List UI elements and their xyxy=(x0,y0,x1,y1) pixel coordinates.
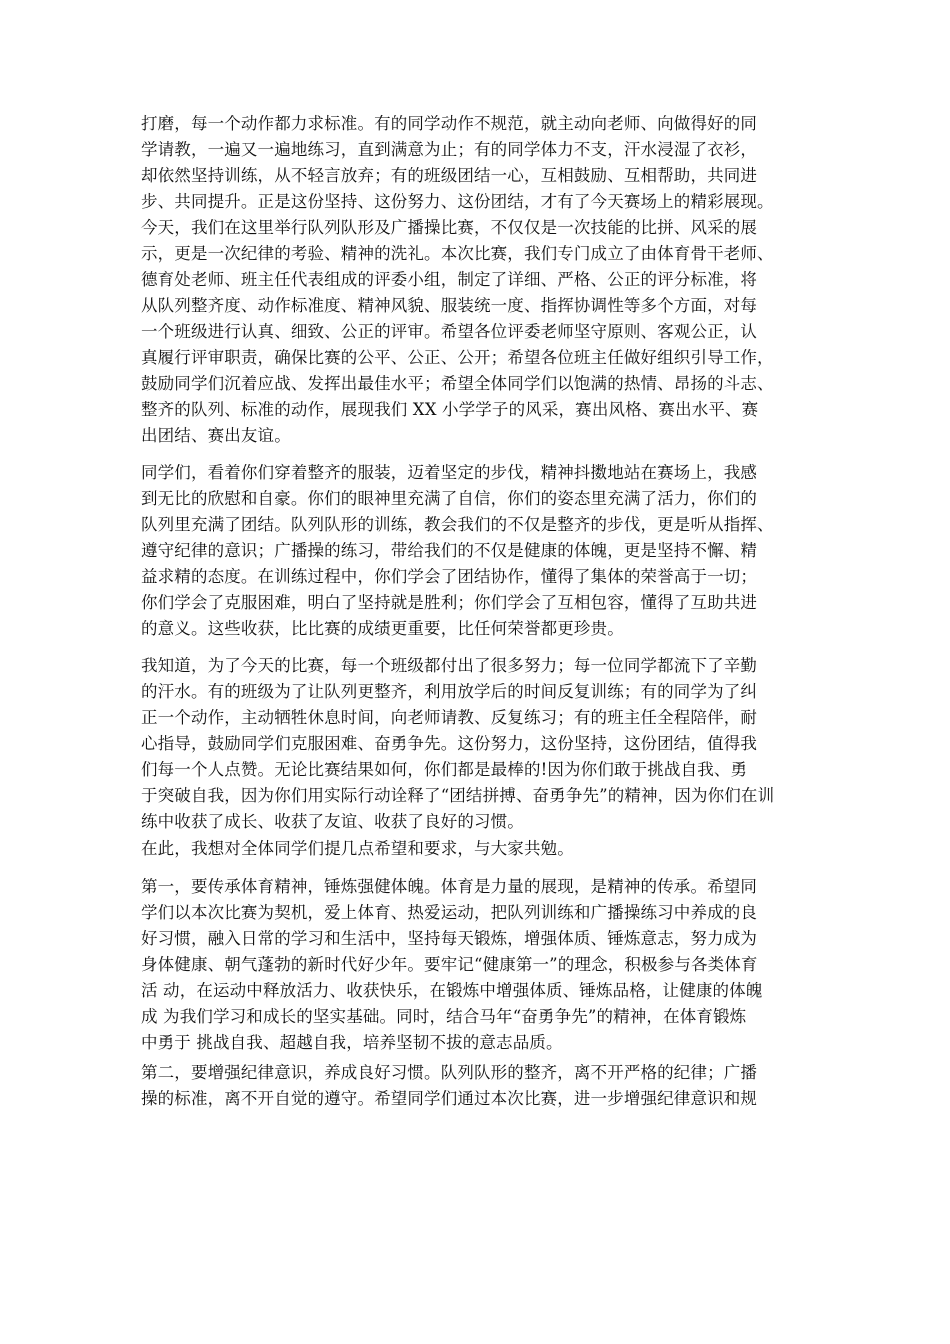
text-line: 一个班级进行认真、细致、公正的评审。希望各位评委老师坚守原则、客观公正，认 xyxy=(141,322,758,341)
paragraph-1 xyxy=(141,111,821,449)
text-line: 的汗水。有的班级为了让队列更整齐，利用放学后的时间反复训练；有的同学为了纠 xyxy=(141,682,758,701)
text-line: 益求精的态度。在训练过程中，你们学会了团结协作，懂得了集体的荣誉高于一切； xyxy=(141,567,758,586)
text-line: 成 为我们学习和成长的坚实基础。同时，结合马年“奋勇争先”的精神，在体育锻炼 xyxy=(141,1007,747,1026)
text-line: 第一，要传承体育精神，锤炼强健体魄。体育是力量的展现，是精神的传承。希望同 xyxy=(141,877,758,896)
paragraph-2 xyxy=(141,460,821,642)
text-line: 从队列整齐度、动作标准度、精神风貌、服装统一度、指挥协调性等多个方面，对每 xyxy=(141,296,758,315)
text-line: 身体健康、朝气蓬勃的新时代好少年。要牢记“健康第一”的理念，积极参与各类体育 xyxy=(141,955,758,974)
text-line: 鼓励同学们沉着应战、发挥出最佳水平；希望全体同学们以饱满的热情、昂扬的斗志、 xyxy=(141,374,774,393)
text-line: 队列里充满了团结。队列队形的训练，教会我们的不仅是整齐的步伐，更是听从指挥、 xyxy=(141,515,774,534)
paragraph-3 xyxy=(141,653,821,835)
text-line: 们每一个人点赞。无论比赛结果如何，你们都是最棒的!因为你们敢于挑战自我、勇 xyxy=(141,760,748,779)
text-line: 于突破自我，因为你们用实际行动诠释了“团结拼搏、奋勇争先”的精神，因为你们在训 xyxy=(141,786,775,805)
text-line: 学请教，一遍又一遍地练习，直到满意为止；有的同学体力不支，汗水浸湿了衣衫， xyxy=(141,140,758,159)
text-line: 在此，我想对全体同学们提几点希望和要求，与大家共勉。 xyxy=(141,839,574,858)
text-line: 第二，要增强纪律意识，养成良好习惯。队列队形的整齐，离不开严格的纪律；广播 xyxy=(141,1063,758,1082)
text-line: 活 动，在运动中释放活力、收获快乐，在锻炼中增强体质、锤炼品格，让健康的体魄 xyxy=(141,981,763,1000)
text-line: 正一个动作，主动牺牲休息时间，向老师请教、反复练习；有的班主任全程陪伴，耐 xyxy=(141,708,758,727)
text-line: 你们学会了克服困难，明白了坚持就是胜利；你们学会了互相包容，懂得了互助共进 xyxy=(141,593,758,612)
text-line: 练中收获了成长、收获了友谊、收获了良好的习惯。 xyxy=(141,812,524,831)
text-line: 操的标准，离不开自觉的遵守。希望同学们通过本次比赛，进一步增强纪律意识和规 xyxy=(141,1089,758,1108)
text-line: 中勇于 挑战自我、超越自我，培养坚韧不拔的意志品质。 xyxy=(141,1033,563,1052)
paragraph-4 xyxy=(141,836,821,862)
text-line: 的意义。这些收获，比比赛的成绩更重要，比任何荣誉都更珍贵。 xyxy=(141,619,624,638)
text-line: 学们以本次比赛为契机，爱上体育、热爱运动，把队列训练和广播操练习中养成的良 xyxy=(141,903,758,922)
text-line: 打磨，每一个动作都力求标准。有的同学动作不规范，就主动向老师、向做得好的同 xyxy=(141,114,758,133)
text-line: 出团结、赛出友谊。 xyxy=(141,426,291,445)
text-line: 好习惯，融入日常的学习和生活中，坚持每天锻炼，增强体质、锤炼意志，努力成为 xyxy=(141,929,758,948)
text-line: 示，更是一次纪律的考验、精神的洗礼。本次比赛，我们专门成立了由体育骨干老师、 xyxy=(141,244,774,263)
text-line: 同学们，看着你们穿着整齐的服装，迈着坚定的步伐，精神抖擞地站在赛场上，我感 xyxy=(141,463,758,482)
text-line: 真履行评审职责，确保比赛的公平、公正、公开；希望各位班主任做好组织引导工作， xyxy=(141,348,774,367)
text-line: 却依然坚持训练，从不轻言放弃；有的班级团结一心，互相鼓励、互相帮助，共同进 xyxy=(141,166,758,185)
text-line: 我知道，为了今天的比赛，每一个班级都付出了很多努力；每一位同学都流下了辛勤 xyxy=(141,656,758,675)
paragraph-6 xyxy=(141,1060,821,1112)
text-line: 遵守纪律的意识；广播操的练习，带给我们的不仅是健康的体魄，更是坚持不懈、精 xyxy=(141,541,758,560)
text-line: 德育处老师、班主任代表组成的评委小组，制定了详细、严格、公正的评分标准，将 xyxy=(141,270,758,289)
text-line: 到无比的欣慰和自豪。你们的眼神里充满了自信，你们的姿态里充满了活力，你们的 xyxy=(141,489,758,508)
text-line: 整齐的队列、标准的动作，展现我们 XX 小学学子的风采，赛出风格、赛出水平、赛 xyxy=(141,400,759,419)
text-line: 心指导，鼓励同学们克服困难、奋勇争先。这份努力，这份坚持，这份团结，值得我 xyxy=(141,734,758,753)
paragraph-5 xyxy=(141,874,821,1056)
text-line: 今天，我们在这里举行队列队形及广播操比赛，不仅仅是一次技能的比拼、风采的展 xyxy=(141,218,758,237)
text-line: 步、共同提升。正是这份坚持、这份努力、这份团结，才有了今天赛场上的精彩展现。 xyxy=(141,192,774,211)
